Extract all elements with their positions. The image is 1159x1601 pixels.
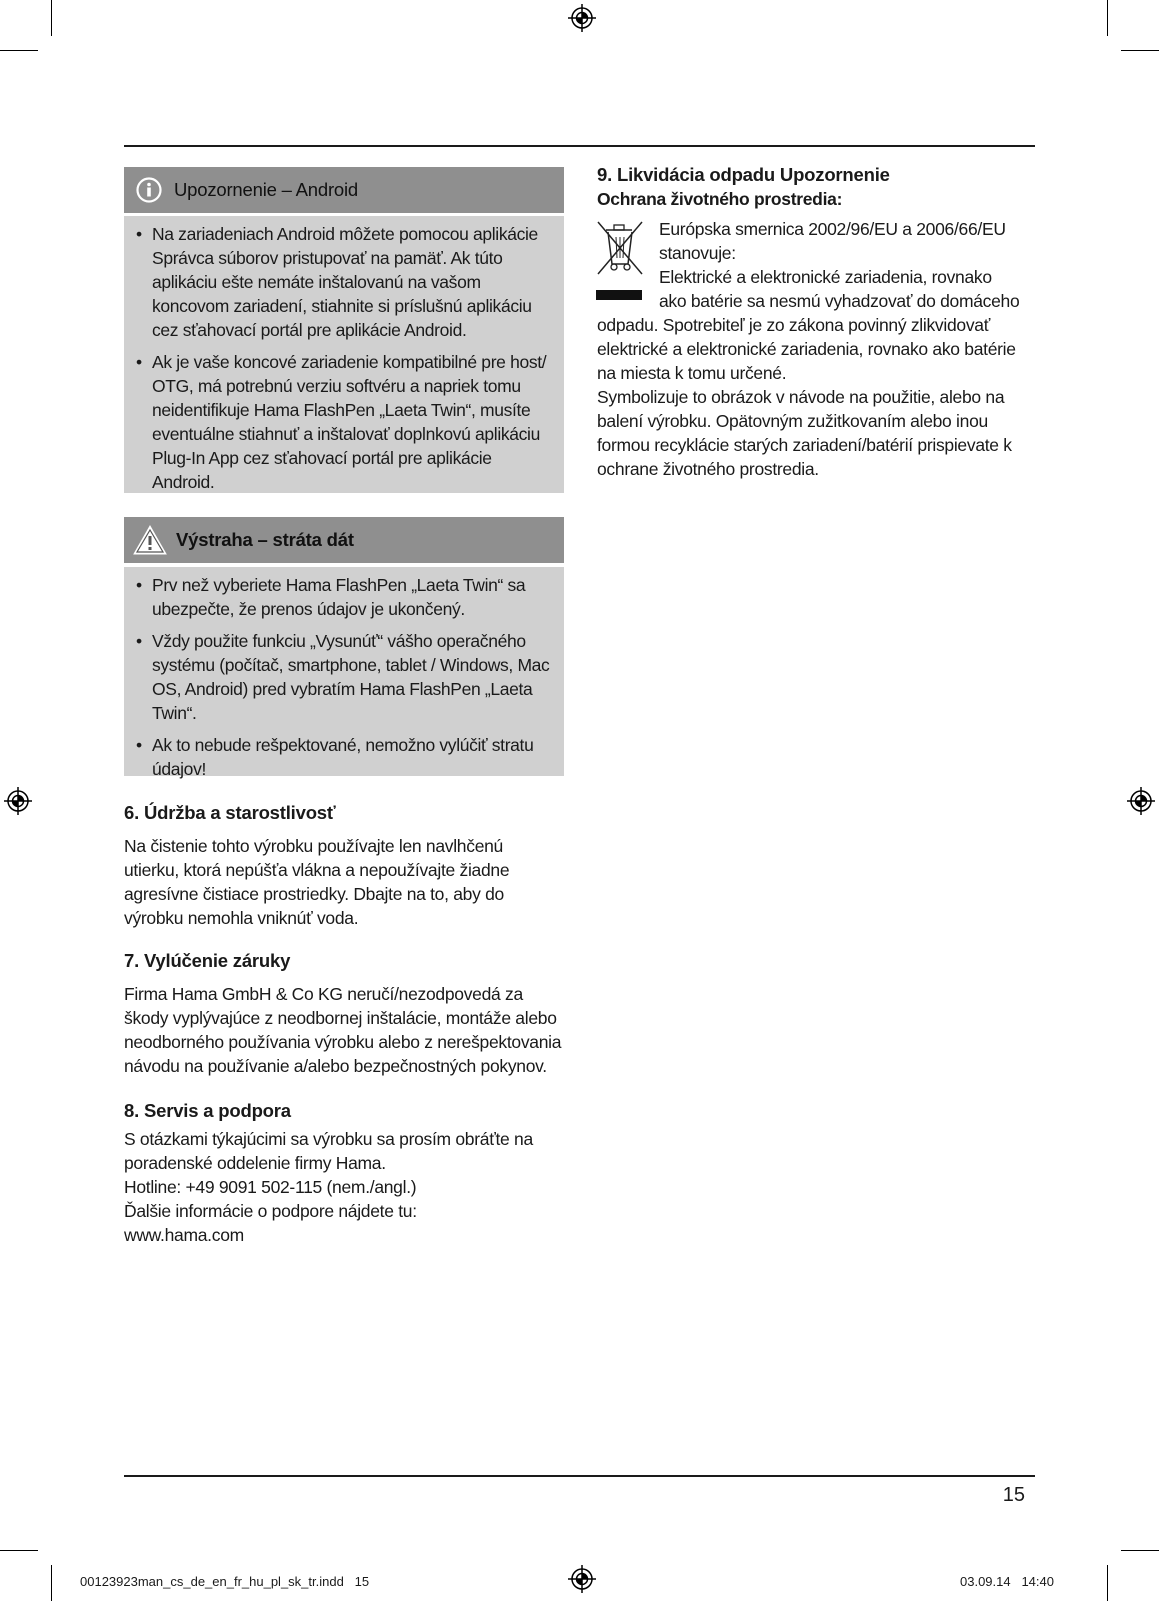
disposal-text-below: odpadu. Spotrebiteľ je zo zákona povinný zlikvidovať elektrické a elektronické zariadenia, rovnako ako batérie na miesta k tomu určené. Symbolizuje to obrázok v návode na použitie, alebo na balení výrobku. Opätovným zužitkovaním alebo inou formou recyklácie starých zariadení/batérií prispievate k ochrane životného prostredia. [597,315,1016,479]
registration-mark-icon [1127,787,1155,815]
info-box-body [124,216,564,493]
crop-mark [1121,1550,1159,1551]
crop-mark [0,50,38,51]
registration-mark-icon [568,1565,596,1593]
section-heading-warranty: 7. Vylúčenie záruky [124,950,291,971]
section-heading-maintenance: 6. Údržba a starostlivosť [124,802,336,823]
registration-mark-icon [568,4,596,32]
crossed-out-wheelie-bin-icon [594,220,646,304]
section-text-service: S otázkami týkajúcimi sa výrobku sa prosím obráťte na poradenské oddelenie firmy Hama. Hotline: +49 9091 502-115 (nem./angl.) Ďalšie informácie o podpore nájdete tu: www.hama.com [124,1129,533,1245]
footer-file-info: 00123923man_cs_de_en_fr_hu_pl_sk_tr.indd 15 [80,1574,370,1589]
warning-triangle-icon [132,524,168,556]
info-circle-icon [136,177,162,203]
warning-box-title: Výstraha – stráta dát [176,529,354,550]
list-item: • Ak je vaše koncové zariadenie kompatibilné pre host/ OTG, má potrebnú verziu softvéru a napriek tomu neidentifikuje Hama FlashPen „Laeta Twin“, musíte eventuálne stiahnuť a inštalovať doplnkovú aplikáciu Plug-In App cez sťahovací portál pre aplikácie Android. [124,350,564,494]
bottom-rule [124,1475,1035,1477]
section-subheading-disposal: Ochrana životného prostredia: [597,189,843,209]
warning-box-body [124,567,564,779]
section-text-maintenance: Na čistenie tohto výrobku používajte len navlhčenú utierku, ktorá nepúšťa vlákna a nepoužívajte žiadne agresívne čistiace prostriedky. Dbajte na to, aby do výrobku nemohla vniknúť voda. [124,836,510,928]
top-rule [124,145,1035,147]
page-number: 15 [1002,1484,1025,1506]
footer-date-time: 03.09.14 14:40 [960,1574,1054,1589]
crop-mark [0,1550,38,1551]
list-item: • Vždy použite funkciu „Vysunúť“ vášho operačného systému (počítač, smartphone, tablet / Windows, Mac OS, Android) pred vybratím Hama FlashPen „Laeta Twin“. [124,629,564,725]
crop-mark [1107,1565,1108,1601]
list-item: • Prv než vyberiete Hama FlashPen „Laeta Twin“ sa ubezpečte, že prenos údajov je ukončený. [124,573,564,621]
section-text-warranty: Firma Hama GmbH & Co KG neručí/nezodpovedá za škody vyplývajúce z neodbornej inštalácie, montáže alebo neodborného používania výrobku alebo z nerešpektovania návodu na používanie a/alebo bezpečnostných pokynov. [124,984,562,1076]
list-item: • Na zariadeniach Android môžete pomocou aplikácie Správca súborov pristupovať na pamäť. Ak túto aplikáciu ešte nemáte inštalovanú na vašom koncovom zariadení, stiahnite si príslušnú aplikáciu cez sťahovací portál pre aplikácie Android. [124,222,564,342]
registration-mark-icon [4,787,32,815]
disposal-text-beside-icon: Európska smernica 2002/96/EU a 2006/66/EU stanovuje: Elektrické a elektronické zariadenia, rovnako ako batérie sa nesmú vyhadzovať do domáceho [659,219,1020,311]
info-box-header [124,167,564,213]
list-item: • Ak to nebude rešpektované, nemožno vylúčiť stratu údajov! [124,733,564,781]
info-box-title: Upozornenie – Android [174,179,359,200]
crop-mark [1121,50,1159,51]
warning-box-header [124,517,564,563]
section-heading-service: 8. Servis a podpora [124,1100,291,1121]
section-heading-disposal: 9. Likvidácia odpadu Upozornenie [597,164,890,185]
crop-mark [51,0,52,36]
crop-mark [51,1565,52,1601]
crop-mark [1107,0,1108,36]
